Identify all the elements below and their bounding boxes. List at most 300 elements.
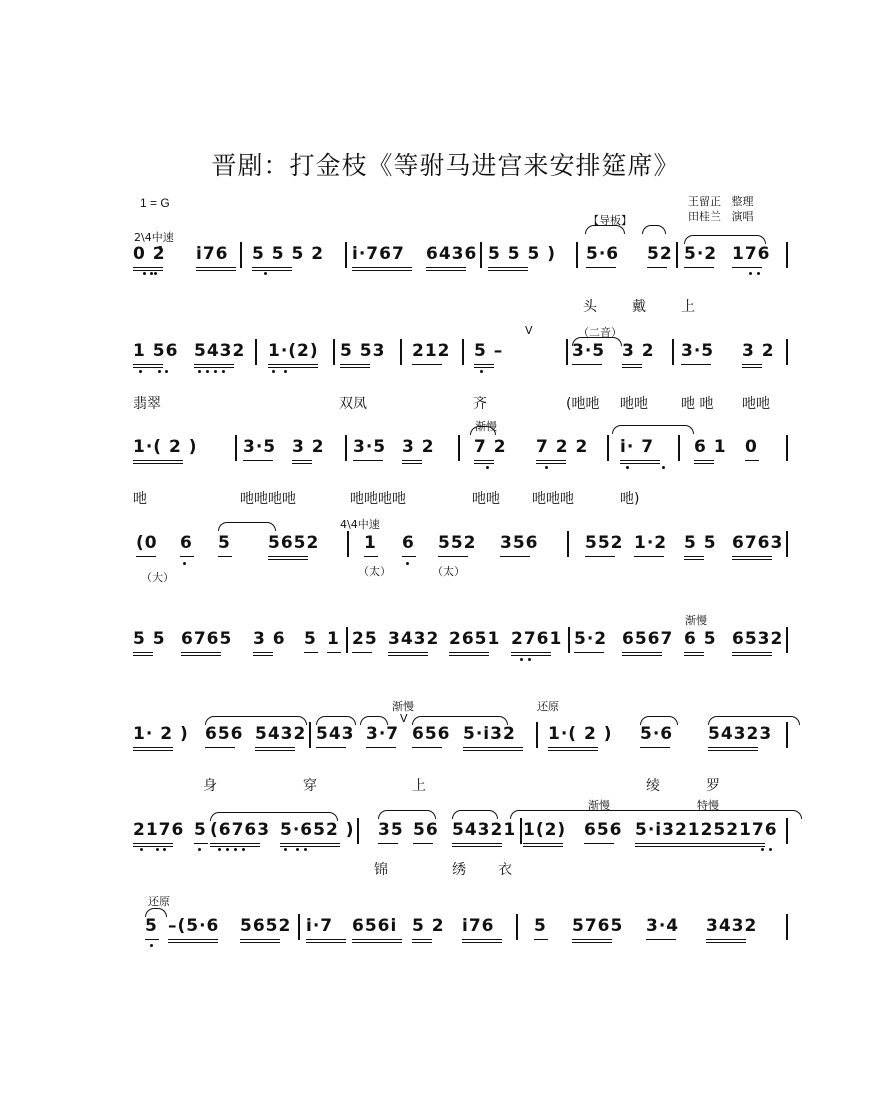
notation-segment: 5 5 xyxy=(133,629,166,649)
beam-line xyxy=(622,655,662,656)
beam-line xyxy=(352,267,412,268)
bar-line xyxy=(333,339,335,365)
beam-line xyxy=(268,556,308,557)
beam-line xyxy=(145,939,159,940)
octave-dot xyxy=(214,370,217,373)
slur-line xyxy=(218,522,276,531)
beam-line xyxy=(133,843,173,844)
arranger-name: 王留正 xyxy=(688,195,721,208)
lyric-text: 身 xyxy=(203,778,217,794)
notation-segment: 2651 xyxy=(449,629,501,649)
lyric-text: 双凤 xyxy=(339,396,367,412)
beam-line xyxy=(708,750,758,751)
notation-segment: 0 xyxy=(745,437,758,457)
octave-dot xyxy=(140,848,143,851)
slur-line xyxy=(510,810,802,819)
notation-segment: 6567 xyxy=(622,629,674,649)
notation-segment: i̇76 xyxy=(462,916,495,936)
beam-line xyxy=(196,267,236,268)
percussion-note: （大） xyxy=(141,571,174,584)
notation-segment: 7 2 xyxy=(474,437,507,457)
bar-line xyxy=(678,435,680,461)
page-title: 晋剧：打金枝《等驸马进宫来安排筵席》 xyxy=(211,151,680,180)
notation-segment: 5652 xyxy=(268,533,320,553)
beam-line xyxy=(402,460,422,461)
octave-dot xyxy=(545,466,548,469)
notation-segment: 5 xyxy=(145,916,158,936)
beam-line xyxy=(684,652,704,653)
beam-line xyxy=(462,939,502,940)
octave-dot xyxy=(769,848,772,851)
beam-line xyxy=(306,939,346,940)
bar-line xyxy=(786,722,788,748)
slur-line xyxy=(572,337,622,346)
beam-line xyxy=(732,556,772,557)
notation-segment: 5 – xyxy=(474,341,504,361)
beam-line xyxy=(292,463,312,464)
octave-dot xyxy=(749,272,752,275)
beam-line xyxy=(352,942,402,943)
beam-line xyxy=(572,364,602,365)
slur-line xyxy=(210,812,338,821)
octave-dot xyxy=(296,848,299,851)
slur-line xyxy=(452,810,498,819)
beam-line xyxy=(620,463,660,464)
octave-dot xyxy=(226,848,229,851)
beam-line xyxy=(402,463,422,464)
beam-line xyxy=(255,750,295,751)
octave-dot xyxy=(272,370,275,373)
beam-line xyxy=(352,939,402,940)
beam-line xyxy=(426,270,466,271)
beam-line xyxy=(586,267,616,268)
beam-line xyxy=(412,939,432,940)
beam-line xyxy=(572,942,612,943)
notation-segment: 5 2 xyxy=(412,916,445,936)
beam-line xyxy=(438,556,468,557)
bar-line xyxy=(672,339,674,365)
octave-dot xyxy=(284,370,287,373)
beam-line xyxy=(449,655,489,656)
octave-dot xyxy=(198,848,201,851)
beam-line xyxy=(462,942,502,943)
beam-line xyxy=(474,463,494,464)
lyric-text: 吔吔吔吔 xyxy=(350,491,406,507)
beam-line xyxy=(622,364,642,365)
notation-segment: –(5·6 xyxy=(168,916,220,936)
beam-line xyxy=(548,750,598,751)
lyric-text: (吔吔 xyxy=(566,396,600,412)
notation-segment: 3·5 xyxy=(243,437,277,457)
notation-segment: 3·5 xyxy=(353,437,387,457)
beam-line xyxy=(488,270,528,271)
lyric-text: 戴 xyxy=(632,299,646,315)
octave-dot xyxy=(150,272,153,275)
beam-line xyxy=(268,364,318,365)
slur-line xyxy=(360,716,388,725)
beam-line xyxy=(364,556,378,557)
octave-dot xyxy=(158,370,161,373)
octave-dot xyxy=(528,658,531,661)
beam-line xyxy=(412,747,442,748)
beam-line xyxy=(378,843,398,844)
percussion-note: （太） xyxy=(358,565,391,578)
notation-segment: 3 6 xyxy=(253,629,286,649)
slur-line xyxy=(585,225,625,234)
notation-segment: 176 xyxy=(732,244,771,264)
beam-line xyxy=(240,939,280,940)
jianman-marking-4: 渐慢 xyxy=(588,799,610,812)
bar-line xyxy=(568,627,570,653)
beam-line xyxy=(584,843,614,844)
bar-line xyxy=(298,914,300,940)
notation-segment: 5 53 xyxy=(340,341,386,361)
beam-line xyxy=(536,460,566,461)
octave-dot xyxy=(143,272,146,275)
beam-line xyxy=(181,655,221,656)
notation-segment: 5·2 xyxy=(574,629,608,649)
singer-role: 演唱 xyxy=(731,210,754,223)
slur-line xyxy=(145,908,167,917)
lyric-text: 吔 xyxy=(133,491,147,507)
breath-mark: V xyxy=(525,324,533,337)
beam-line xyxy=(452,843,502,844)
beam-line xyxy=(133,460,183,461)
octave-dot xyxy=(156,848,159,851)
beam-line xyxy=(292,460,312,461)
beam-line xyxy=(449,652,489,653)
tempo-44-marking: 4\4中速 xyxy=(340,518,380,531)
beam-line xyxy=(253,655,273,656)
beam-line xyxy=(647,267,667,268)
bar-line xyxy=(345,242,347,268)
notation-segment: 5·652 ) xyxy=(280,820,355,840)
octave-dot xyxy=(406,562,409,565)
bar-line xyxy=(786,531,788,557)
notation-segment: 5 5 5 ) xyxy=(488,244,557,264)
notation-segment: 3 2 xyxy=(402,437,435,457)
slur-line xyxy=(642,225,666,234)
breath-mark-2: V xyxy=(400,712,408,725)
notation-segment: 5 5 xyxy=(684,533,717,553)
beam-line xyxy=(742,364,762,365)
octave-dot xyxy=(486,466,489,469)
notation-segment: 54323 xyxy=(708,724,773,744)
bar-line xyxy=(309,722,311,748)
beam-line xyxy=(194,367,234,368)
beam-line xyxy=(133,267,163,268)
octave-dot xyxy=(757,272,760,275)
notation-segment: 656 xyxy=(412,724,451,744)
lyric-text: 吔 吔 xyxy=(681,396,714,412)
notation-segment: 3·7 xyxy=(366,724,400,744)
beam-line xyxy=(548,747,598,748)
beam-line xyxy=(646,939,676,940)
notation-segment: 5·6 xyxy=(640,724,674,744)
bar-line xyxy=(536,722,538,748)
notation-segment: 7 2 2 xyxy=(536,437,589,457)
bar-line xyxy=(566,339,568,365)
lyric-text: 上 xyxy=(412,778,426,794)
notation-segment: 1 xyxy=(327,629,340,649)
beam-line xyxy=(412,364,442,365)
beam-line xyxy=(280,846,340,847)
lyric-text: 上 xyxy=(681,299,695,315)
beam-line xyxy=(388,655,428,656)
notation-segment: 3·4 xyxy=(646,916,680,936)
octave-dot xyxy=(154,272,157,275)
beam-line xyxy=(133,463,183,464)
beam-line xyxy=(133,846,173,847)
singer-name: 田桂兰 xyxy=(688,210,721,223)
beam-line xyxy=(681,364,711,365)
beam-line xyxy=(511,652,551,653)
lyric-text: 衣 xyxy=(498,862,512,878)
beam-line xyxy=(635,846,765,847)
notation-segment: 5 xyxy=(194,820,207,840)
lyric-text: 穿 xyxy=(303,778,317,794)
beam-line xyxy=(745,460,759,461)
bar-line xyxy=(786,339,788,365)
octave-dot xyxy=(163,848,166,851)
notation-segment: 5 xyxy=(304,629,317,649)
arranger-role: 整理 xyxy=(731,195,754,208)
notation-segment: 656 xyxy=(584,820,623,840)
octave-dot xyxy=(222,370,225,373)
bar-line xyxy=(786,914,788,940)
bar-line xyxy=(786,818,788,844)
notation-segment: (6763 xyxy=(210,820,271,840)
notation-segment: 35 xyxy=(378,820,404,840)
notation-segment: 1 xyxy=(364,533,377,553)
beam-line xyxy=(255,747,295,748)
notation-segment: 356 xyxy=(500,533,539,553)
lyric-text: 绣 xyxy=(452,862,466,878)
beam-line xyxy=(388,652,428,653)
slur-line xyxy=(640,716,678,725)
beam-line xyxy=(253,652,273,653)
bar-line xyxy=(235,435,237,461)
beam-line xyxy=(402,556,416,557)
octave-dot xyxy=(520,658,523,661)
jianman-marking-1: 渐慢 xyxy=(475,420,497,433)
beam-line xyxy=(635,843,765,844)
beam-line xyxy=(684,559,704,560)
beam-line xyxy=(534,939,548,940)
notation-segment: 3 2 xyxy=(622,341,655,361)
beam-line xyxy=(180,556,194,557)
beam-line xyxy=(133,750,173,751)
bar-line xyxy=(567,531,569,557)
beam-line xyxy=(327,652,341,653)
beam-line xyxy=(474,364,494,365)
beam-line xyxy=(243,460,273,461)
notation-segment: 0 2̇ xyxy=(133,244,166,264)
slur-line xyxy=(612,425,694,434)
notation-segment: 52 xyxy=(647,244,673,264)
octave-dot xyxy=(480,370,483,373)
lyric-text: 齐 xyxy=(473,396,487,412)
beam-line xyxy=(280,843,340,844)
octave-dot xyxy=(183,562,186,565)
beam-line xyxy=(585,556,615,557)
notation-segment: 25 xyxy=(352,629,378,649)
credits xyxy=(688,194,754,224)
notation-segment: 3432 xyxy=(388,629,440,649)
bar-line xyxy=(480,242,482,268)
slur-line xyxy=(708,716,800,725)
beam-line xyxy=(640,747,670,748)
slur-line xyxy=(412,716,508,725)
notation-segment: 5765 xyxy=(572,916,624,936)
beam-line xyxy=(474,367,494,368)
beam-line xyxy=(352,270,412,271)
beam-line xyxy=(694,463,714,464)
beam-line xyxy=(574,652,604,653)
tempo-marking: 2\4中速 xyxy=(134,231,174,244)
bar-line xyxy=(576,242,578,268)
bar-line xyxy=(786,242,788,268)
lyric-text: 吔) xyxy=(620,491,640,507)
jianman-marking-3: 渐慢 xyxy=(392,700,414,713)
notation-segment: 1 56 xyxy=(133,341,179,361)
bar-line xyxy=(345,435,347,461)
beam-line xyxy=(732,267,762,268)
beam-line xyxy=(474,460,494,461)
beam-line xyxy=(133,747,173,748)
key-signature: 1 = G xyxy=(140,196,170,210)
notation-segment: 6532 xyxy=(732,629,784,649)
octave-dot xyxy=(304,848,307,851)
beam-line xyxy=(620,460,660,461)
notation-segment: 5432 xyxy=(255,724,307,744)
beam-line xyxy=(133,652,153,653)
octave-dot xyxy=(761,848,764,851)
beam-line xyxy=(252,270,292,271)
beam-line xyxy=(218,556,232,557)
notation-segment: 3 2 xyxy=(742,341,775,361)
teman-marking: 特慢 xyxy=(697,799,719,812)
octave-dot xyxy=(165,370,168,373)
beam-line xyxy=(463,747,523,748)
octave-dot xyxy=(242,848,245,851)
notation-segment: 3·5 xyxy=(572,341,606,361)
lyric-text: 翡翠 xyxy=(133,396,161,412)
beam-line xyxy=(136,556,156,557)
beam-line xyxy=(181,652,221,653)
beam-line xyxy=(694,460,714,461)
notation-segment: 543 xyxy=(316,724,355,744)
notation-segment: 656i̇ xyxy=(352,916,398,936)
beam-line xyxy=(412,942,432,943)
notation-segment: i̇· 7 xyxy=(620,437,655,457)
bar-line xyxy=(347,531,349,557)
beam-line xyxy=(252,267,292,268)
bar-line xyxy=(346,627,348,653)
beam-line xyxy=(708,747,758,748)
notation-segment: 5 xyxy=(534,916,547,936)
notation-segment: 6 5 xyxy=(684,629,717,649)
beam-line xyxy=(133,270,163,271)
octave-dot xyxy=(284,848,287,851)
notation-segment: 3·5 xyxy=(681,341,715,361)
notation-segment: i̇76 xyxy=(196,244,229,264)
beam-line xyxy=(732,655,772,656)
octave-dot xyxy=(139,370,142,373)
beam-line xyxy=(366,747,396,748)
lyric-text: 罗 xyxy=(706,778,720,794)
lyric-text: 吔吔 xyxy=(620,396,648,412)
bar-line xyxy=(516,914,518,940)
beam-line xyxy=(205,747,235,748)
beam-line xyxy=(634,556,664,557)
beam-line xyxy=(352,652,372,653)
notation-segment: 5 5 5 2 xyxy=(252,244,325,264)
beam-line xyxy=(523,843,563,844)
beam-line xyxy=(511,655,551,656)
notation-segment: 56 xyxy=(413,820,439,840)
notation-segment: 2761 xyxy=(511,629,563,649)
octave-dot xyxy=(234,848,237,851)
notation-segment: 6765 xyxy=(181,629,233,649)
erin-marking: （二音） xyxy=(578,326,622,339)
beam-line xyxy=(133,367,163,368)
bar-line xyxy=(786,627,788,653)
beam-line xyxy=(706,939,746,940)
slur-line xyxy=(378,810,436,819)
octave-dot xyxy=(198,370,201,373)
bar-line xyxy=(520,818,522,844)
beam-line xyxy=(133,364,163,365)
bar-line xyxy=(240,242,242,268)
bar-line xyxy=(255,339,257,365)
beam-line xyxy=(316,747,346,748)
beam-line xyxy=(340,367,370,368)
beam-line xyxy=(133,655,153,656)
bar-line xyxy=(357,818,359,844)
beam-line xyxy=(684,556,704,557)
notation-segment: 552 xyxy=(438,533,477,553)
beam-line xyxy=(268,367,318,368)
octave-dot xyxy=(662,466,665,469)
beam-line xyxy=(463,750,523,751)
daoban-marking: 【导板】 xyxy=(588,214,632,227)
notation-segment: 5·i̇321252176 xyxy=(635,820,778,840)
beam-line xyxy=(622,652,662,653)
slur-line xyxy=(684,235,766,244)
notation-segment: i̇·7 xyxy=(306,916,334,936)
notation-segment: 5652 xyxy=(240,916,292,936)
beam-line xyxy=(194,364,234,365)
notation-segment: 1· 2 ) xyxy=(133,724,189,744)
lyric-text: 头 xyxy=(583,299,597,315)
beam-line xyxy=(684,267,714,268)
beam-line xyxy=(304,652,318,653)
bar-line xyxy=(458,435,460,461)
beam-line xyxy=(706,942,746,943)
beam-line xyxy=(194,843,208,844)
notation-segment: 6 xyxy=(402,533,415,553)
beam-line xyxy=(210,843,260,844)
notation-segment: 2176 xyxy=(133,820,185,840)
octave-dot xyxy=(206,370,209,373)
beam-line xyxy=(413,843,433,844)
notation-segment: 5·2 xyxy=(684,244,718,264)
lyric-text: 吔吔 xyxy=(472,491,500,507)
bar-line xyxy=(607,435,609,461)
beam-line xyxy=(240,942,280,943)
huanyuan-marking-2: 还原 xyxy=(148,895,170,908)
